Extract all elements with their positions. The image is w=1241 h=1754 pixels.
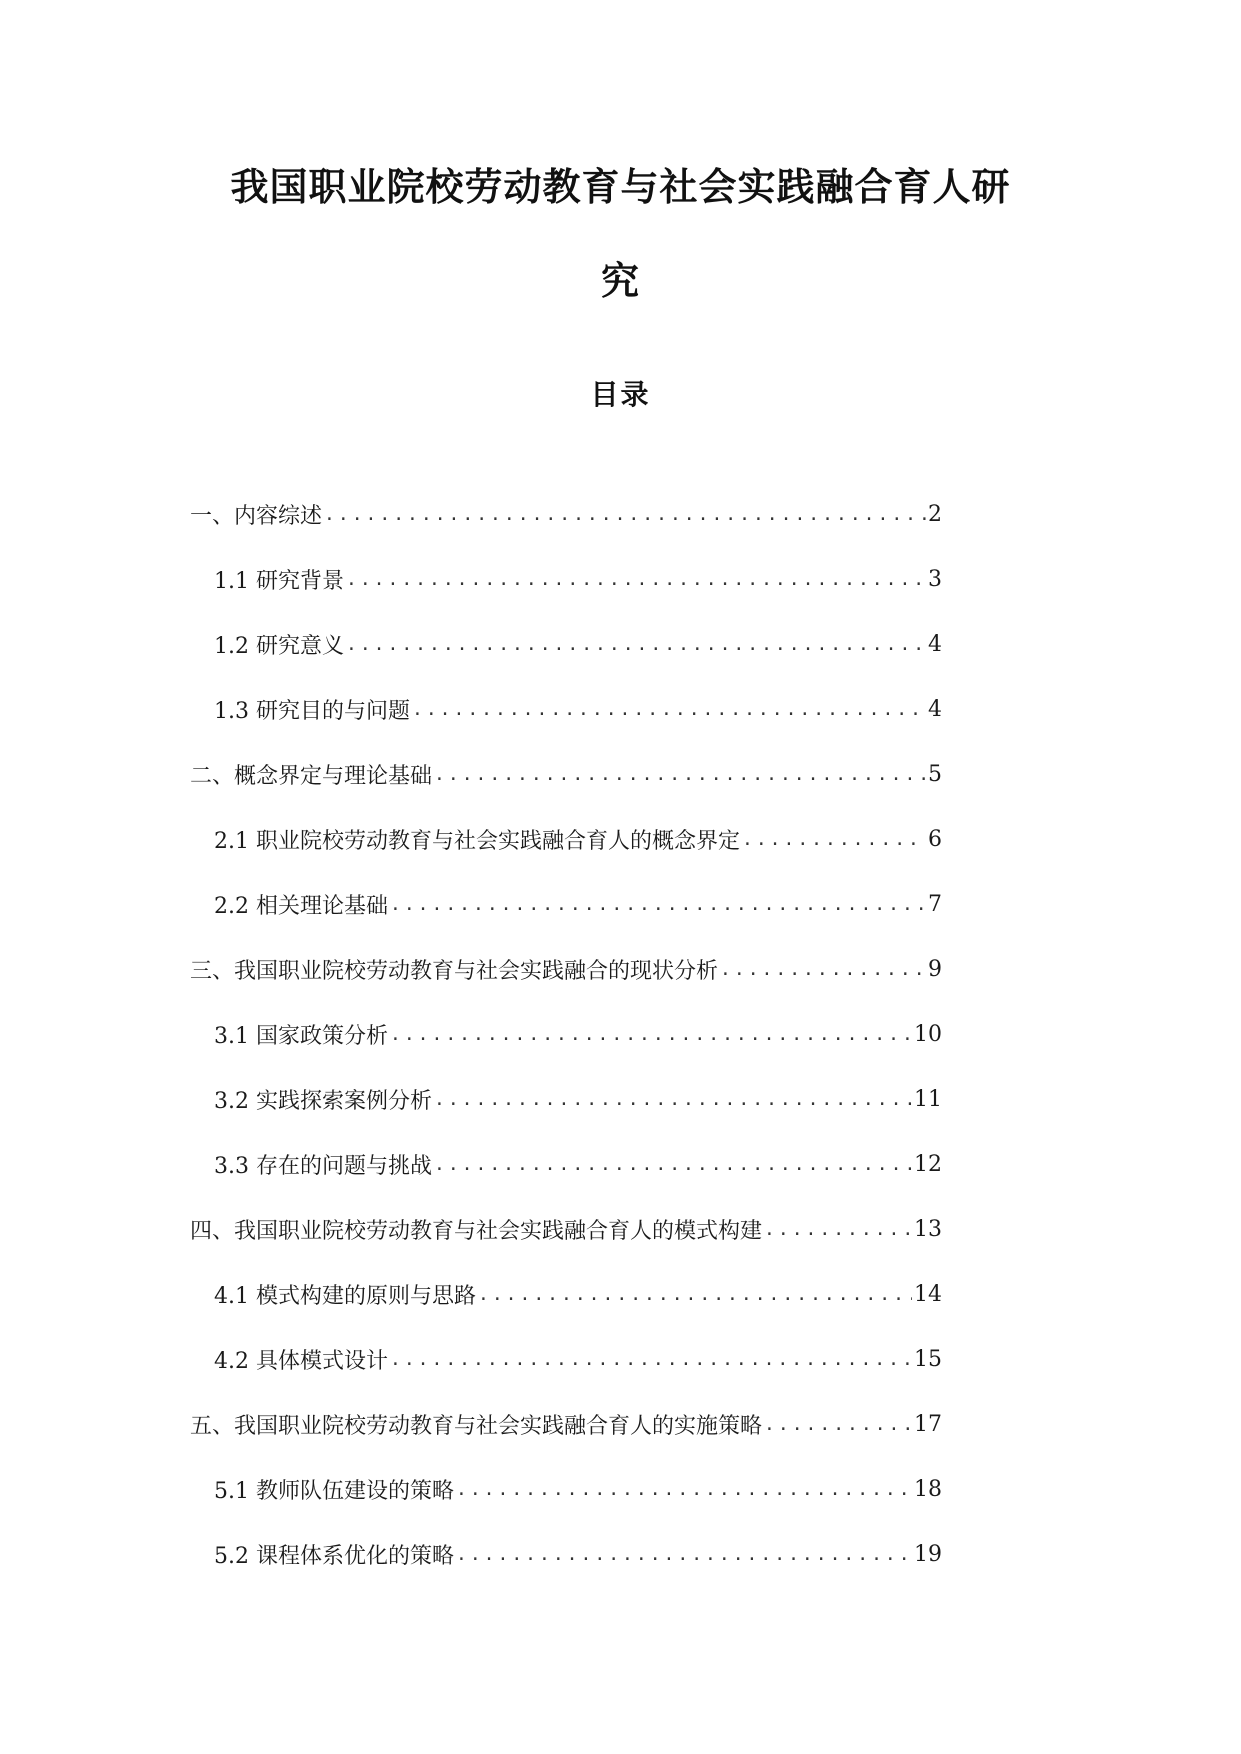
toc-entry[interactable]	[214, 1132, 942, 1197]
toc-entry[interactable]	[214, 1457, 942, 1522]
toc-entry[interactable]	[214, 1522, 942, 1587]
toc-entry-title: 3.3 存在的问题与挑战	[214, 1154, 432, 1179]
toc-entry-page-number: 10	[914, 1022, 942, 1047]
toc-entry[interactable]	[214, 547, 942, 612]
toc-entry-title: 3.2 实践探索案例分析	[214, 1089, 432, 1114]
table-of-contents	[0, 482, 1241, 1587]
toc-entry-title: 1.3 研究目的与问题	[214, 699, 410, 724]
toc-entry-page-number: 11	[914, 1087, 942, 1112]
toc-dot-leader	[720, 959, 926, 980]
toc-entry[interactable]	[190, 937, 942, 1002]
toc-entry[interactable]	[190, 742, 942, 807]
toc-dot-leader	[434, 1154, 912, 1175]
toc-entry-page-number: 12	[914, 1152, 942, 1177]
toc-dot-leader	[346, 634, 926, 655]
toc-entry[interactable]	[214, 1002, 942, 1067]
toc-dot-leader	[434, 764, 926, 785]
toc-entry-page-number: 9	[928, 957, 942, 982]
toc-dot-leader	[346, 569, 926, 590]
toc-entry-title: 3.1 国家政策分析	[214, 1024, 388, 1049]
toc-entry-title: 4.1 模式构建的原则与思路	[214, 1284, 476, 1309]
toc-entry-page-number: 4	[928, 632, 942, 657]
toc-entry-title: 1.2 研究意义	[214, 634, 344, 659]
toc-entry-page-number: 4	[928, 697, 942, 722]
toc-entry[interactable]	[214, 612, 942, 677]
toc-entry-page-number: 3	[928, 567, 942, 592]
toc-entry[interactable]	[214, 872, 942, 937]
toc-entry-page-number: 5	[928, 762, 942, 787]
toc-entry-title: 二、概念界定与理论基础	[190, 764, 433, 789]
toc-entry-page-number: 2	[928, 502, 942, 527]
toc-entry[interactable]	[214, 807, 942, 872]
toc-entry-title: 5.1 教师队伍建设的策略	[214, 1479, 454, 1504]
toc-dot-leader	[742, 829, 926, 850]
toc-entry[interactable]	[190, 1392, 942, 1457]
toc-entry-title: 4.2 具体模式设计	[214, 1349, 388, 1374]
toc-entry-page-number: 7	[928, 892, 942, 917]
toc-entry-page-number: 13	[914, 1217, 942, 1242]
toc-entry-page-number: 14	[914, 1282, 942, 1307]
toc-entry-title: 一、内容综述	[190, 504, 323, 529]
toc-dot-leader	[434, 1089, 912, 1110]
toc-entry[interactable]	[214, 1327, 942, 1392]
toc-entry-title: 2.2 相关理论基础	[214, 894, 388, 919]
toc-entry-title: 2.1 职业院校劳动教育与社会实践融合育人的概念界定	[214, 829, 740, 854]
document-title-line-2: 究	[600, 258, 640, 303]
toc-entry[interactable]	[214, 677, 942, 742]
toc-dot-leader	[324, 504, 926, 525]
toc-entry-title: 三、我国职业院校劳动教育与社会实践融合的现状分析	[190, 959, 719, 984]
toc-dot-leader	[764, 1414, 912, 1435]
toc-entry-title: 1.1 研究背景	[214, 569, 344, 594]
toc-entry[interactable]	[214, 1262, 942, 1327]
toc-entry-title: 四、我国职业院校劳动教育与社会实践融合育人的模式构建	[190, 1219, 763, 1244]
toc-dot-leader	[390, 1349, 912, 1370]
toc-heading: 目录	[590, 378, 651, 411]
toc-dot-leader	[390, 894, 926, 915]
toc-dot-leader	[764, 1219, 912, 1240]
toc-entry-title: 5.2 课程体系优化的策略	[214, 1544, 454, 1569]
toc-entry-title: 五、我国职业院校劳动教育与社会实践融合育人的实施策略	[190, 1414, 763, 1439]
toc-entry[interactable]	[190, 482, 942, 547]
toc-dot-leader	[456, 1479, 912, 1500]
toc-dot-leader	[412, 699, 926, 720]
toc-entry[interactable]	[214, 1067, 942, 1132]
toc-entry-page-number: 19	[914, 1542, 942, 1567]
document-title	[200, 140, 1041, 328]
toc-entry-page-number: 17	[914, 1412, 942, 1437]
toc-entry-page-number: 15	[914, 1347, 942, 1372]
toc-dot-leader	[478, 1284, 912, 1305]
toc-entry-page-number: 18	[914, 1477, 942, 1502]
toc-entry[interactable]	[190, 1197, 942, 1262]
toc-entry-page-number: 6	[928, 827, 942, 852]
toc-dot-leader	[390, 1024, 912, 1045]
toc-dot-leader	[456, 1544, 912, 1565]
document-title-line-1: 我国职业院校劳动教育与社会实践融合育人研	[230, 164, 1011, 209]
